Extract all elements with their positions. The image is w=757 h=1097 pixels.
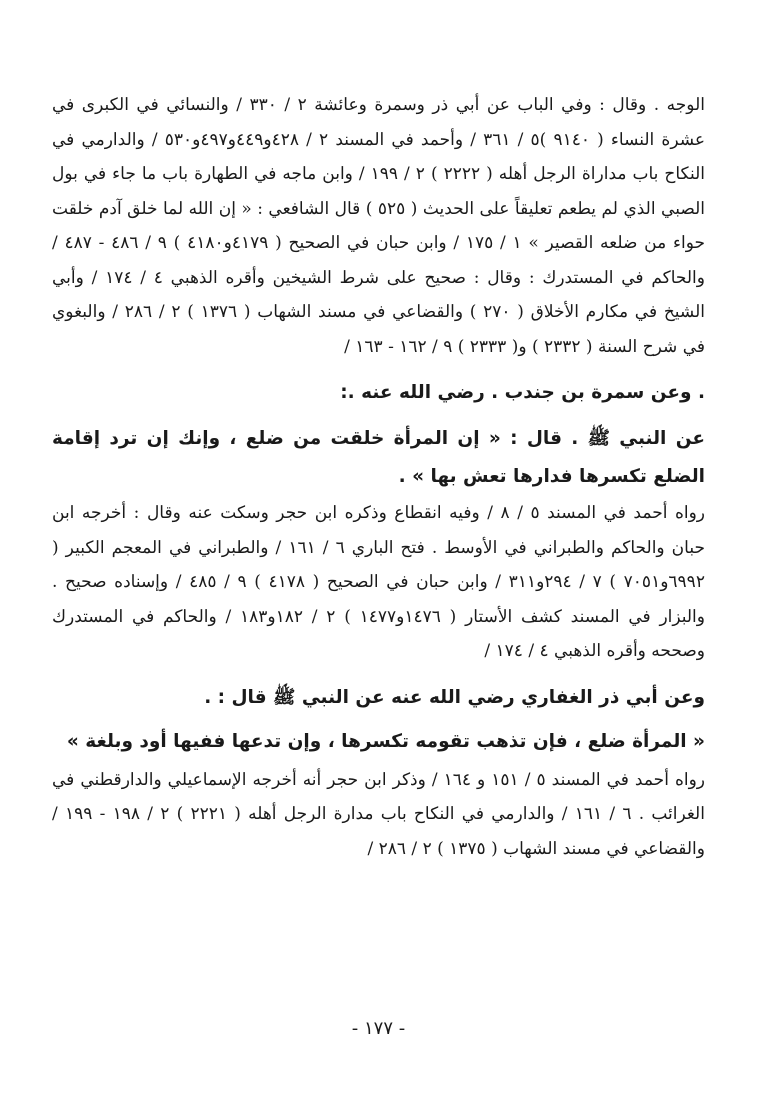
- narration-heading-samura: . وعن سمرة بن جندب . رضي الله عنه .:: [340, 382, 705, 403]
- takhrij-paragraph-1: الوجه . وقال : وفي الباب عن أبي ذر وسمرة وعائشة ٢ / ٣٣٠ / والنسائي في الكبرى في عشرة النساء ( ٩١٤٠ )٥ / ٣٦١ / وأحمد في المسند ٢ / ٤٢٨و٤٤٩و٤٩٧و٥٣٠ / والدارمي في النكاح باب مداراة الرجل أهله ( ٢٢٢٢ ) ٢ / ١٩٩ / وابن ماجه في الطهارة باب ما جاء في بول الصبي الذي لم يطعم تعليقاً على الحديث ( ٥٢٥ ) قال الشافعي : « إن الله لما خلق آدم خلقت حواء من ضلعه القصير » ١ / ١٧٥ / وابن حبان في الصحيح ( ٤١٧٩و٤١٨٠ ) ٩ / ٤٨٦ - ٤٨٧ / والحاكم في المستدرك : وقال : صحيح على شرط الشيخين وأقره الذهبي ٤ / ١٧٤ / وأبي الشيخ في مكارم الأخلاق ( ٢٧٠ ) والقضاعي في مسند الشهاب ( ١٣٧٦ ) ٢ / ٢٨٦ / والبغوي في شرح السنة ( ٢٣٣٢ ) و( ٢٣٣٣ ) ٩ / ١٦٢ - ١٦٣ /: [52, 95, 706, 357]
- narration-heading-abu-dharr: وعن أبي ذر الغفاري رضي الله عنه عن النبي ﷺ قال : .: [204, 686, 705, 708]
- page-number: - ١٧٧ -: [351, 1018, 406, 1039]
- takhrij-paragraph-2: رواه أحمد في المسند ٥ / ٨ / وفيه انقطاع وذكره ابن حجر وسكت عنه وقال : أخرجه ابن حبان والحاكم والطبراني في الأوسط . فتح الباري ٦ / ١٦١ / والطبراني في المعجم الكبير ( ٦٩٩٢و٧٠٥١ ) ٧ / ٢٩٤و٣١١ / وابن حبان في الصحيح ( ٤١٧٨ ) ٩ / ٤٨٥ / وإسناده صحيح . والبزار في المسند كشف الأستار ( ١٤٧٦و١٤٧٧ ) ٢ / ١٨٢و١٨٣ / والحاكم في المستدرك وصححه وأقره الذهبي ٤ / ١٧٤ /: [52, 503, 705, 661]
- takhrij-paragraph-3: رواه أحمد في المسند ٥ / ١٥١ و ١٦٤ / وذكر ابن حجر أنه أخرجه الإسماعيلي والدارقطني في الغرائب . ٦ / ١٦١ / والدارمي في النكاح باب مدارة الرجل أهله ( ٢٢٢١ ) ٢ / ١٩٨ - ١٩٩ / والقضاعي في مسند الشهاب ( ١٣٧٥ ) ٢ / ٢٨٦ /: [52, 769, 705, 859]
- hadith-text-samura: عن النبي ﷺ . قال : « إن المرأة خلقت من ضلع ، وإنك إن ترد إقامة الضلع تكسرها فدارها تعش بها » .: [52, 428, 705, 487]
- hadith-text-abu-dharr: « المرأة ضلع ، فإن تذهب تقومه تكسرها ، وإن تدعها ففيها أود وبلغة »: [66, 730, 705, 752]
